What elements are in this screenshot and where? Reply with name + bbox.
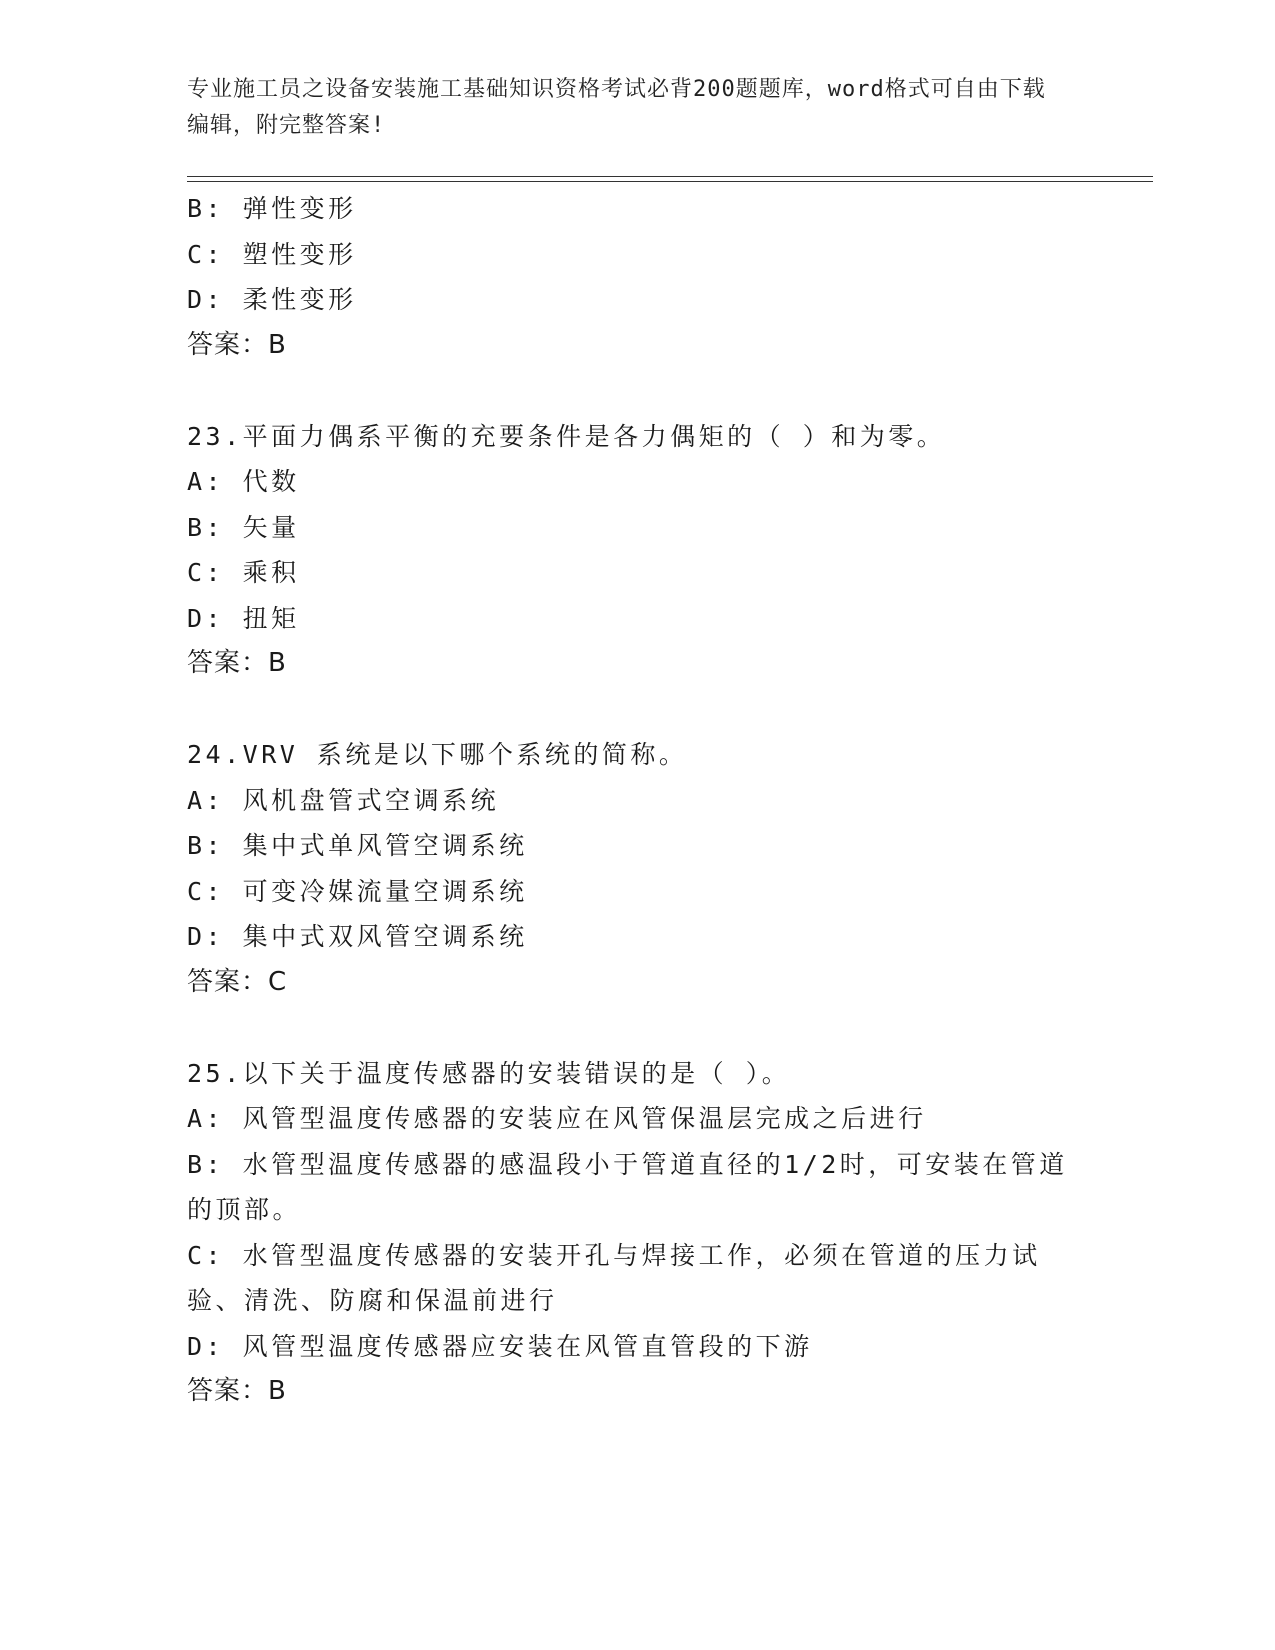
option-b: B: 矢量 bbox=[187, 512, 300, 542]
spacer bbox=[187, 1005, 1087, 1051]
answer-line: 答案：B bbox=[187, 1376, 287, 1406]
answer-line: 答案：C bbox=[187, 966, 288, 997]
option-d: D: 扭矩 bbox=[187, 603, 300, 633]
spacer bbox=[187, 687, 1087, 733]
option-c: C: 乘积 bbox=[187, 558, 300, 587]
option-b: B: 弹性变形 bbox=[187, 194, 357, 223]
answer-line: 答案：B bbox=[187, 329, 287, 360]
question-stem: 23.平面力偶系平衡的充要条件是各力偶矩的（ ）和为零。 bbox=[187, 421, 946, 451]
option-d: D: 柔性变形 bbox=[187, 285, 357, 314]
option-b: B: 水管型温度传感器的感温段小于管道直径的1/2时，可安装在管道的顶部。 bbox=[187, 1149, 1068, 1224]
option-a: A: 代数 bbox=[187, 467, 300, 496]
document-header: 专业施工员之设备安装施工基础知识资格考试必背200题题库，word格式可自由下载编辑，附完整答案! bbox=[187, 77, 1046, 138]
question-stem: 25.以下关于温度传感器的安装错误的是（ ）。 bbox=[187, 1058, 791, 1088]
question-24 bbox=[187, 732, 1087, 1005]
option-c: C: 可变冷媒流量空调系统 bbox=[187, 876, 528, 906]
option-b: B: 集中式单风管空调系统 bbox=[187, 831, 528, 860]
question-stem: 24.VRV 系统是以下哪个系统的简称。 bbox=[187, 740, 688, 769]
answer-line: 答案：B bbox=[187, 648, 287, 678]
option-c: C: 塑性变形 bbox=[187, 239, 357, 269]
spacer bbox=[187, 368, 1087, 414]
option-d: D: 集中式双风管空调系统 bbox=[187, 922, 528, 951]
option-a: A: 风机盘管式空调系统 bbox=[187, 785, 500, 815]
question-22-options bbox=[187, 186, 1087, 368]
question-23 bbox=[187, 414, 1087, 687]
header-divider bbox=[187, 176, 1153, 182]
option-c: C: 水管型温度传感器的安装开孔与焊接工作，必须在管道的压力试验、清洗、防腐和保温前进行 bbox=[187, 1240, 1041, 1315]
option-d: D: 风管型温度传感器应安装在风管直管段的下游 bbox=[187, 1331, 813, 1361]
question-25 bbox=[187, 1051, 1087, 1415]
option-a: A: 风管型温度传感器的安装应在风管保温层完成之后进行 bbox=[187, 1104, 927, 1133]
question-list bbox=[187, 186, 1087, 1415]
